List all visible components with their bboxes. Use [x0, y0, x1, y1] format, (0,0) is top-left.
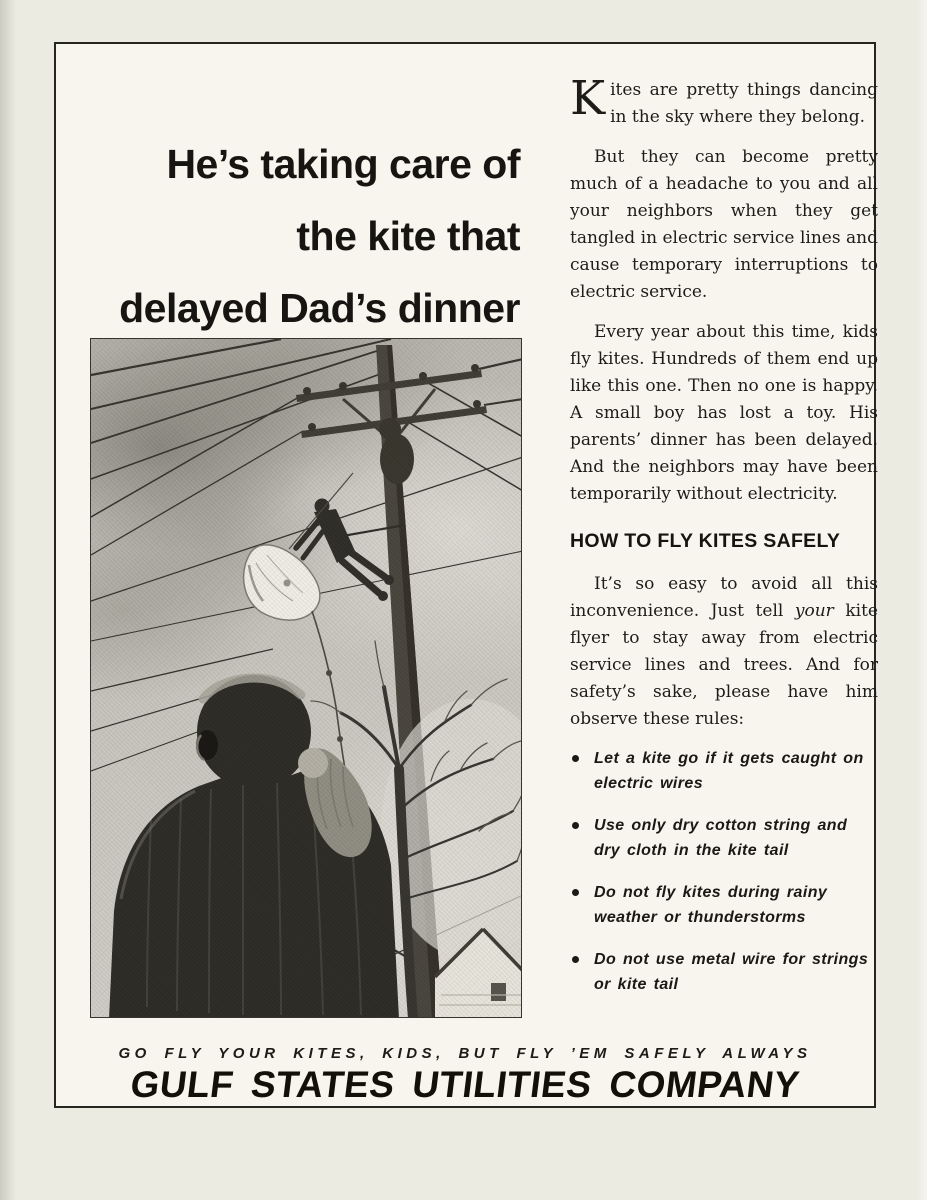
rule-item-4: Do not use metal wire for strings or kite tail: [570, 947, 878, 997]
headline-line-2: the kite that: [296, 213, 520, 259]
bullet-dot: [572, 889, 579, 896]
drop-cap: K: [570, 71, 606, 126]
paragraph-1: Kites are pretty things dancing in the sky where they belong.: [570, 71, 878, 127]
footer: [56, 1045, 874, 1105]
bullet-dot: [572, 822, 579, 829]
paragraph-2: But they can become pretty much of a headache to you and all your neighbors when they get tangled in electric service lines and cause temporary interruptions to electric service.: [570, 147, 878, 302]
pole-equipment: [380, 434, 414, 484]
rule-item-1: Let a kite go if it gets caught on electric wires: [570, 746, 878, 796]
headline-line-3: delayed Dad’s dinner: [119, 285, 520, 331]
paragraph-4: It’s so easy to avoid all this inconvenience. Just tell your kite flyer to stay away from electric service lines and trees. And for safety’s sake, please have him observe these rules:: [570, 574, 878, 729]
paragraph-3: Every year about this time, kids fly kites. Hundreds of them end up like this one. Then no one is happy. A small boy has lost a toy. His parents’ dinner has been delayed. And the neighbors may have been temporarily without electricity.: [570, 322, 878, 504]
hand: [298, 748, 328, 778]
boy-silhouette: [109, 675, 399, 1018]
footer-slogan: GO FLY YOUR KITES, KIDS, BUT FLY ’EM SAFELY ALWAYS: [118, 1045, 812, 1062]
section-heading: HOW TO FLY KITES SAFELY: [570, 530, 841, 552]
kite-rescue-photo: [90, 338, 522, 1018]
body-copy-column: [570, 71, 878, 1014]
safety-rules-list: [570, 746, 878, 997]
rule-item-3: Do not fly kites during rainy weather or thunderstorms: [570, 880, 878, 930]
headline: [84, 128, 520, 344]
rule-item-2: Use only dry cotton string and dry cloth in the kite tail: [570, 813, 878, 863]
company-name: GULF STATES UTILITIES COMPANY: [128, 1064, 802, 1105]
scan-shadow-left: [0, 0, 16, 1200]
bullet-dot: [572, 956, 579, 963]
scan-highlight-right: [917, 0, 927, 1200]
emphasis-your: your: [794, 601, 834, 621]
headline-line-1: He’s taking care of: [166, 141, 520, 187]
bullet-dot: [572, 755, 579, 762]
advertisement-border-box: [54, 42, 876, 1108]
photo-illustration: [91, 339, 522, 1018]
